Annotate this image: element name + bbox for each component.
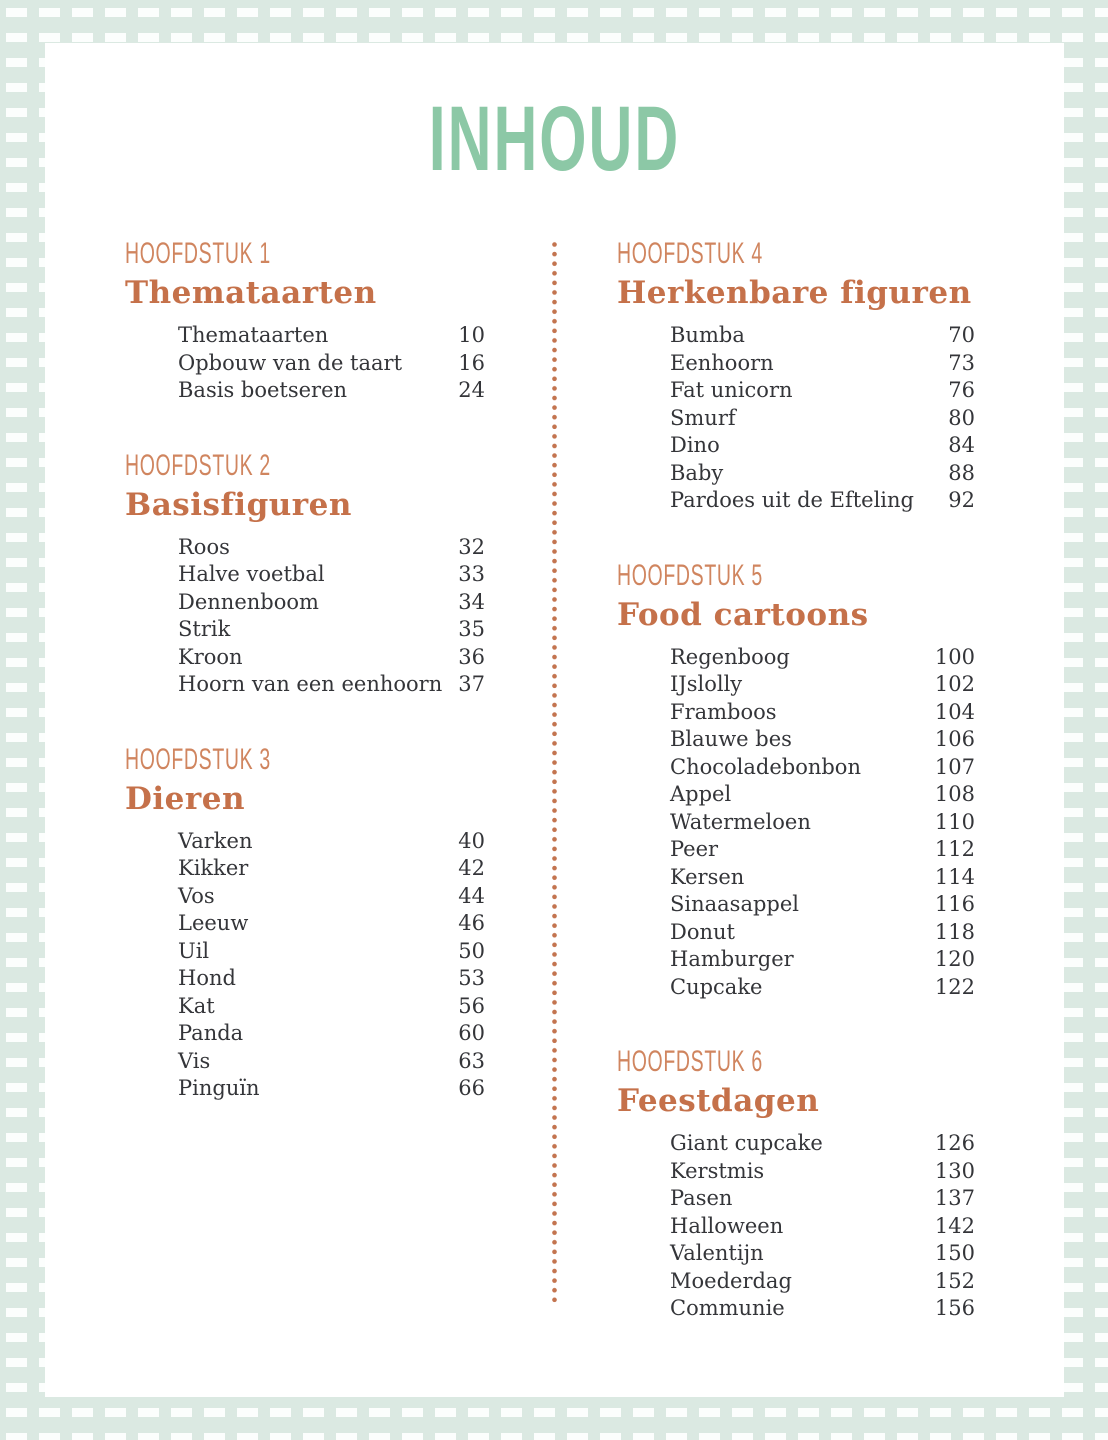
toc-entry [125, 589, 485, 617]
toc-entry-label: Smurf [670, 405, 736, 430]
toc-entry-page: 37 [458, 672, 485, 697]
toc-entry-label: Pasen [670, 1186, 733, 1211]
toc-entry-label: Vis [178, 1048, 211, 1073]
toc-entry-page: 53 [458, 966, 485, 991]
toc-entry-label: Fat unicorn [670, 378, 793, 403]
toc-entry [617, 487, 975, 515]
toc-entry [125, 377, 485, 405]
toc-entry-page: 137 [934, 1186, 975, 1211]
toc-entry-label: Moederdag [670, 1268, 792, 1293]
toc-entry-page: 10 [458, 323, 485, 348]
toc-section [617, 239, 975, 515]
toc-entry-page: 142 [934, 1213, 975, 1238]
toc-entry [617, 1295, 975, 1323]
toc-entry [125, 883, 485, 911]
toc-entry [617, 350, 975, 378]
toc-entry [617, 322, 975, 350]
toc-entry [125, 828, 485, 856]
toc-entry-label: Pardoes uit de Efteling [670, 488, 914, 513]
toc-entry-page: 156 [934, 1296, 975, 1321]
toc-entry-page: 44 [458, 883, 485, 908]
toc-entry [617, 405, 975, 433]
toc-entry [617, 891, 975, 919]
toc-entry-label: Sinaasappel [670, 892, 799, 917]
toc-entry [617, 726, 975, 754]
toc-entry-page: 84 [948, 433, 975, 458]
toc-entry-label: Varken [178, 828, 253, 853]
chapter-kicker: HOOFDSTUK 1 [125, 237, 271, 270]
toc-entry-label: Blauwe bes [670, 727, 792, 752]
toc-entry-list [617, 644, 975, 1002]
toc-entry [125, 993, 485, 1021]
toc-entry-label: Opbouw van de taart [178, 350, 403, 375]
toc-entry [125, 965, 485, 993]
dotted-divider [552, 240, 557, 1306]
toc-entry-label: Vos [178, 883, 215, 908]
toc-entry-label: Cupcake [670, 974, 763, 999]
toc-entry-label: Kersen [670, 864, 745, 889]
toc-entry-label: Peer [670, 837, 719, 862]
chapter-title: Dieren [125, 780, 245, 817]
toc-entry [125, 1075, 485, 1103]
toc-entry-label: Donut [670, 919, 735, 944]
toc-entry-page: 112 [934, 837, 975, 862]
toc-entry-page: 34 [458, 589, 485, 614]
toc-entry [125, 1020, 485, 1048]
toc-entry-list [617, 322, 975, 515]
toc-entry-page: 108 [934, 782, 975, 807]
toc-entry [617, 1213, 975, 1241]
toc-entry [125, 671, 485, 699]
toc-column-right [617, 239, 975, 1369]
toc-entry-page: 130 [934, 1158, 975, 1183]
toc-entry-page: 122 [934, 974, 975, 999]
toc-section [125, 742, 485, 1103]
toc-entry-page: 92 [948, 488, 975, 513]
toc-entry-label: Pinguïn [178, 1076, 260, 1101]
toc-entry-label: IJslolly [670, 672, 743, 697]
chapter-kicker: HOOFDSTUK 4 [617, 237, 763, 270]
toc-entry-label: Bumba [670, 323, 745, 348]
toc-entry-page: 88 [948, 460, 975, 485]
toc-entry [617, 946, 975, 974]
toc-entry-list [125, 322, 485, 405]
chapter-title: Basisfiguren [125, 486, 352, 523]
toc-entry [617, 809, 975, 837]
toc-entry-page: 110 [934, 809, 975, 834]
toc-entry-page: 16 [458, 350, 485, 375]
toc-entry-page: 60 [458, 1021, 485, 1046]
toc-entry-label: Uil [178, 938, 210, 963]
toc-entry [125, 350, 485, 378]
toc-entry-label: Hamburger [670, 947, 794, 972]
toc-entry-label: Panda [178, 1021, 244, 1046]
toc-entry [125, 644, 485, 672]
toc-entry [617, 836, 975, 864]
toc-entry-label: Dennenboom [178, 589, 319, 614]
toc-entry-label: Kat [178, 993, 215, 1018]
toc-entry [617, 781, 975, 809]
chapter-title: Food cartoons [617, 596, 869, 633]
toc-entry-label: Kikker [178, 856, 249, 881]
toc-entry [617, 699, 975, 727]
toc-entry [617, 432, 975, 460]
toc-entry-page: 24 [458, 378, 485, 403]
page-title: INHOUD [428, 88, 681, 190]
toc-entry-page: 33 [458, 562, 485, 587]
toc-entry-label: Eenhoorn [670, 350, 774, 375]
toc-entry [617, 1240, 975, 1268]
toc-entry-label: Appel [670, 782, 732, 807]
toc-entry-label: Communie [670, 1296, 785, 1321]
toc-entry-page: 76 [948, 378, 975, 403]
toc-entry [617, 1130, 975, 1158]
toc-entry [617, 974, 975, 1002]
toc-entry [617, 671, 975, 699]
chapter-kicker: HOOFDSTUK 3 [125, 742, 271, 776]
chapter-title: Herkenbare figuren [617, 275, 972, 311]
chapter-title: Feestdagen [617, 1083, 820, 1120]
toc-entry-label: Kroon [178, 644, 243, 669]
toc-entry-label: Kerstmis [670, 1158, 765, 1183]
toc-entry [125, 616, 485, 644]
toc-entry-page: 56 [458, 993, 485, 1018]
toc-entry-page: 36 [458, 644, 485, 669]
toc-entry-page: 102 [934, 672, 975, 697]
toc-section [617, 1047, 975, 1323]
toc-entry-page: 150 [934, 1241, 975, 1266]
toc-entry-label: Strik [178, 617, 231, 642]
toc-entry-page: 106 [934, 727, 975, 752]
toc-entry-label: Hoorn van een eenhoorn [178, 672, 443, 697]
toc-entry-label: Watermeloen [670, 809, 811, 834]
toc-entry-list [617, 1130, 975, 1323]
toc-entry-page: 73 [948, 350, 975, 375]
toc-entry-page: 70 [948, 323, 975, 348]
toc-entry [617, 1185, 975, 1213]
toc-entry [617, 460, 975, 488]
toc-entry-page: 126 [934, 1131, 975, 1156]
toc-entry-page: 42 [458, 856, 485, 881]
toc-entry-page: 80 [948, 405, 975, 430]
toc-entry-page: 107 [934, 754, 975, 779]
toc-entry-list [125, 534, 485, 699]
toc-entry-label: Roos [178, 534, 230, 559]
toc-entry-label: Halve voetbal [178, 562, 325, 587]
toc-entry-label: Halloween [670, 1213, 784, 1238]
toc-section [125, 448, 485, 699]
toc-column-left [125, 239, 485, 1149]
toc-entry-page: 32 [458, 534, 485, 559]
toc-entry-label: Regenboog [670, 644, 790, 669]
toc-section [617, 558, 975, 1002]
toc-entry-page: 46 [458, 911, 485, 936]
toc-entry-page: 66 [458, 1076, 485, 1101]
toc-entry-page: 120 [934, 947, 975, 972]
toc-entry-page: 116 [934, 892, 975, 917]
toc-entry-page: 152 [934, 1268, 975, 1293]
toc-entry-label: Leeuw [178, 911, 249, 936]
toc-entry-label: Baby [670, 460, 724, 485]
toc-entry-label: Themataarten [178, 323, 329, 348]
toc-entry-label: Basis boetseren [178, 378, 348, 403]
chapter-kicker: HOOFDSTUK 5 [617, 558, 763, 592]
toc-entry [125, 938, 485, 966]
toc-entry-page: 100 [934, 644, 975, 669]
toc-entry [617, 1268, 975, 1296]
toc-entry-label: Framboos [670, 699, 777, 724]
toc-entry [125, 1048, 485, 1076]
toc-section [125, 239, 485, 405]
chapter-kicker: HOOFDSTUK 6 [617, 1045, 763, 1079]
chapter-title: Themataarten [125, 275, 377, 311]
toc-entry-label: Dino [670, 433, 720, 458]
toc-entry-label: Hond [178, 966, 236, 991]
toc-entry [125, 561, 485, 589]
toc-entry [125, 534, 485, 562]
toc-entry-list [125, 828, 485, 1103]
toc-entry-label: Chocoladebonbon [670, 754, 861, 779]
toc-entry [125, 910, 485, 938]
toc-entry-page: 104 [934, 699, 975, 724]
toc-entry-page: 35 [458, 617, 485, 642]
contents-page [45, 43, 1064, 1397]
toc-entry [617, 644, 975, 672]
toc-entry [617, 919, 975, 947]
toc-entry [617, 754, 975, 782]
toc-entry-label: Giant cupcake [670, 1131, 823, 1156]
toc-entry [125, 855, 485, 883]
toc-entry [125, 322, 485, 350]
toc-entry [617, 377, 975, 405]
toc-entry [617, 1158, 975, 1186]
chapter-kicker: HOOFDSTUK 2 [125, 448, 271, 482]
toc-entry-page: 40 [458, 828, 485, 853]
toc-entry-page: 50 [458, 938, 485, 963]
toc-entry-page: 114 [934, 864, 975, 889]
toc-entry [617, 864, 975, 892]
toc-entry-page: 63 [458, 1048, 485, 1073]
toc-entry-label: Valentijn [670, 1241, 764, 1266]
toc-entry-page: 118 [934, 919, 975, 944]
